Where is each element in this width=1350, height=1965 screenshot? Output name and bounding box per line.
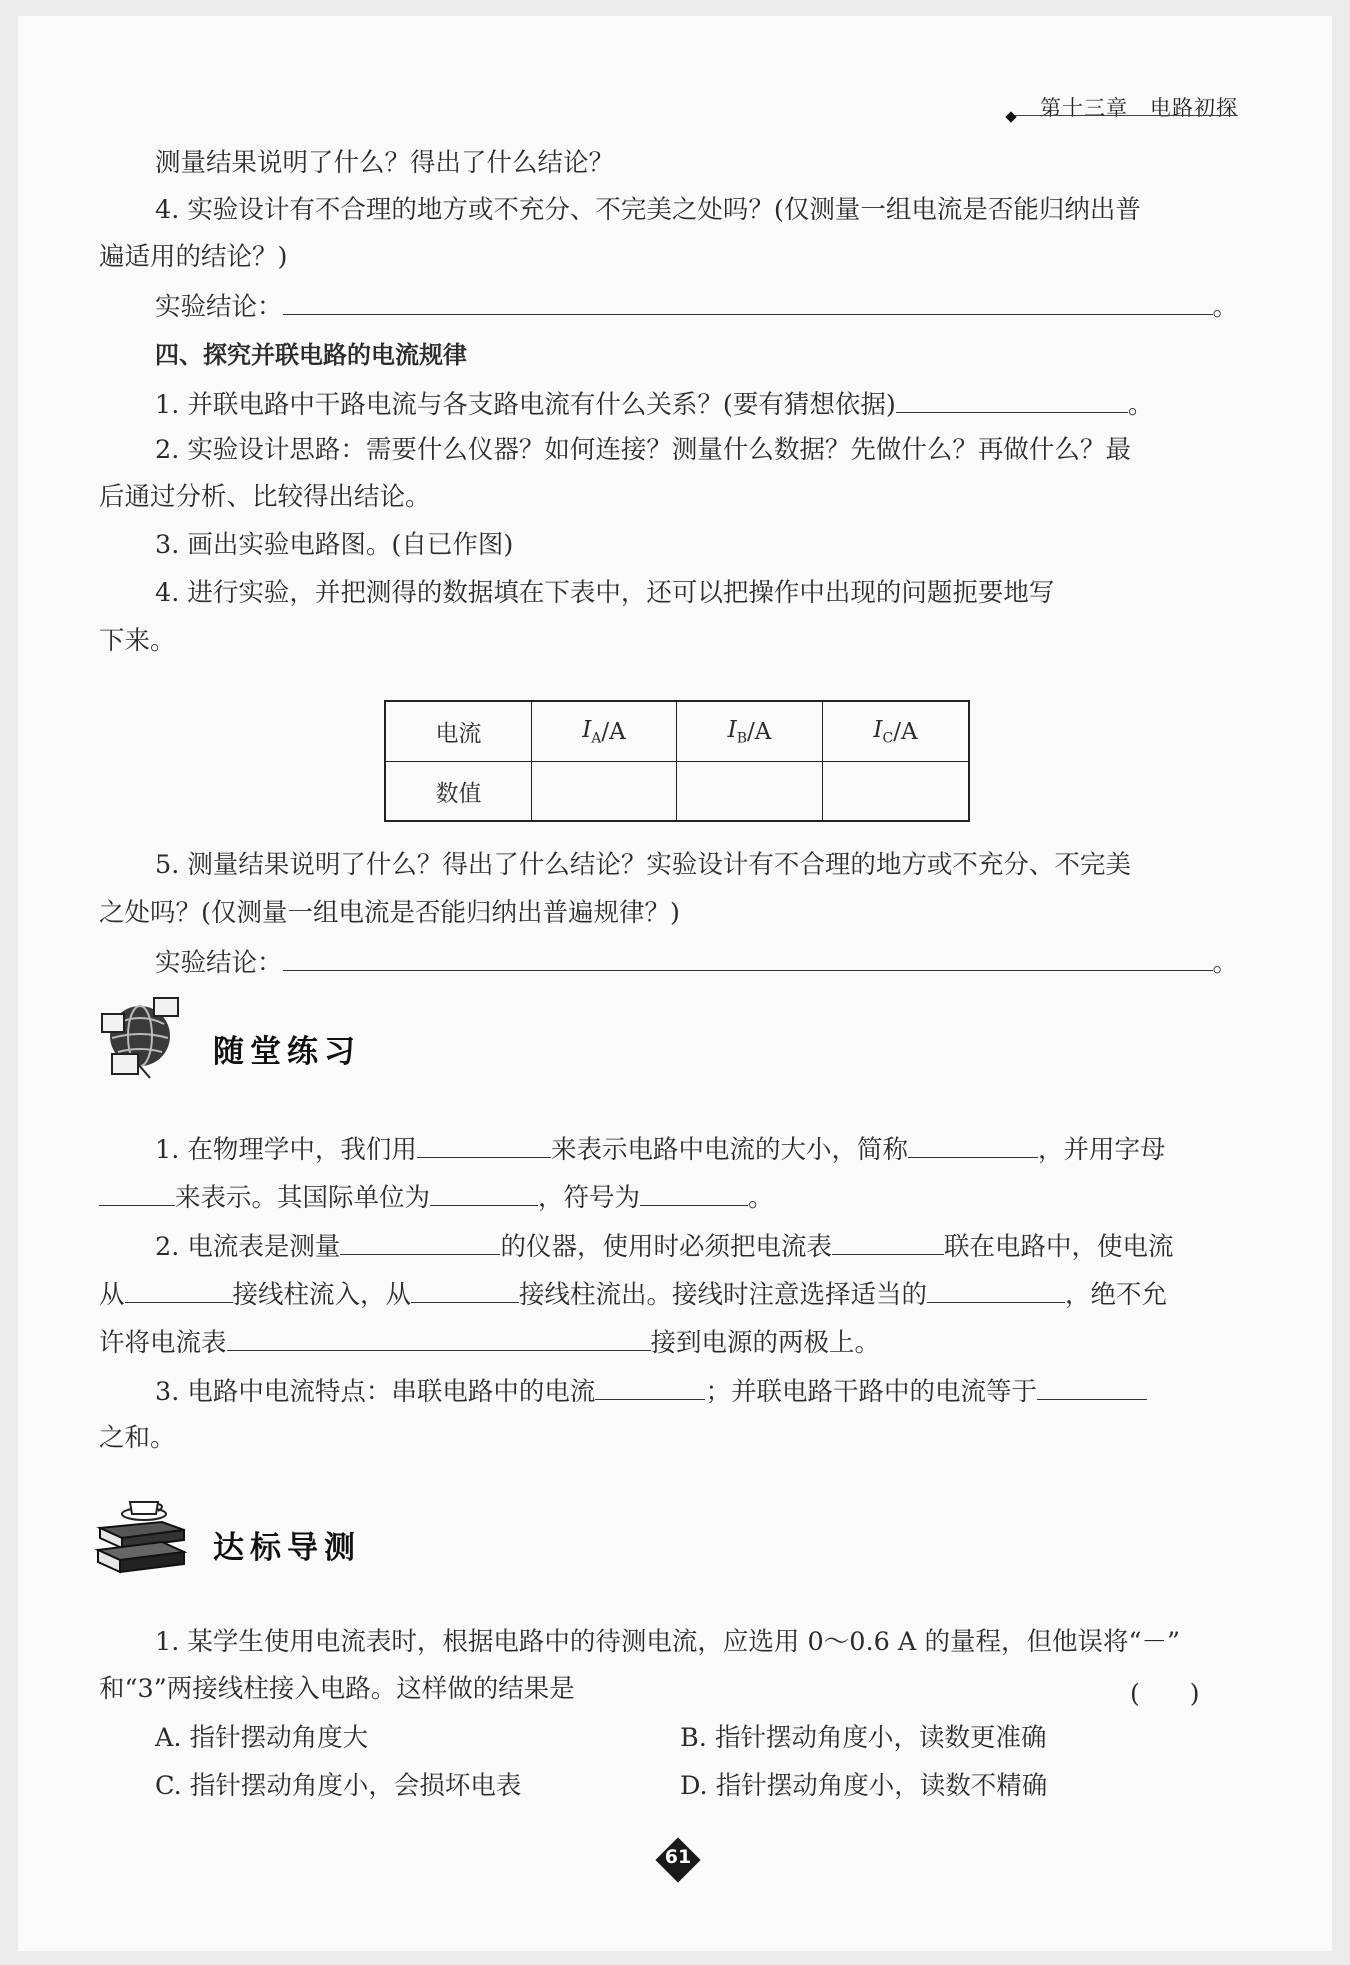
test-question-line: 1. 某学生使用电流表时，根据电路中的待测电流，应选用 0～0.6 A 的量程，但他误将“－” bbox=[155, 1627, 1181, 1657]
period: 。 bbox=[1212, 292, 1239, 322]
answer-blank[interactable] bbox=[430, 1179, 538, 1206]
page-number: 61 bbox=[664, 1846, 692, 1868]
table-input-cell[interactable] bbox=[532, 762, 677, 821]
answer-parentheses[interactable]: ( ) bbox=[1130, 1679, 1200, 1708]
table-header-cell: 电流 bbox=[386, 702, 532, 761]
exercise-line: 来表示。其国际单位为 ，符号为 。 bbox=[99, 1179, 774, 1215]
answer-blank[interactable] bbox=[595, 1373, 705, 1400]
answer-blank[interactable] bbox=[927, 1276, 1065, 1303]
option-c[interactable]: C. 指针摆动角度小，会损坏电表 bbox=[155, 1771, 522, 1801]
answer-blank[interactable] bbox=[99, 1179, 175, 1206]
option-b[interactable]: B. 指针摆动角度小，读数更准确 bbox=[680, 1723, 1047, 1753]
table-header-cell: $I_B$ /A bbox=[677, 702, 823, 761]
workbook-page bbox=[18, 16, 1332, 1951]
answer-blank[interactable] bbox=[640, 1179, 748, 1206]
answer-blank[interactable] bbox=[340, 1228, 500, 1255]
table-header-cell: $I_A$ /A bbox=[532, 702, 677, 761]
answer-blank[interactable] bbox=[832, 1228, 944, 1255]
text-line: 下来。 bbox=[99, 626, 176, 656]
chapter-header bbox=[993, 78, 1238, 120]
table-header-cell: $I_C$ /A bbox=[873, 716, 918, 747]
conclusion-label: 实验结论： bbox=[155, 292, 283, 322]
text-line: 之和。 bbox=[99, 1423, 176, 1453]
conclusion-line bbox=[155, 944, 1238, 980]
exercise-line: 从 接线柱流入，从 接线柱流出。接线时注意选择适当的 ，绝不允 bbox=[99, 1276, 1167, 1312]
period: 。 bbox=[1212, 948, 1239, 978]
conclusion-line bbox=[155, 288, 1238, 324]
conclusion-blank[interactable] bbox=[283, 944, 1213, 971]
question-line bbox=[155, 386, 1153, 422]
answer-blank[interactable] bbox=[417, 1131, 551, 1158]
exercise-line: 许将电流表 接到电源的两极上。 bbox=[99, 1324, 880, 1360]
answer-blank[interactable] bbox=[411, 1276, 519, 1303]
text-line: 2. 实验设计思路：需要什么仪器？如何连接？测量什么数据？先做什么？再做什么？最 bbox=[155, 435, 1131, 465]
exercise-line: 2. 电流表是测量 的仪器，使用时必须把电流表 联在电路中，使电流 bbox=[155, 1228, 1173, 1264]
option-a[interactable]: A. 指针摆动角度大 bbox=[155, 1723, 369, 1753]
answer-blank[interactable] bbox=[125, 1276, 233, 1303]
option-d[interactable]: D. 指针摆动角度小，读数不精确 bbox=[680, 1771, 1048, 1801]
question-text: 1. 并联电路中干路电流与各支路电流有什么关系？(要有猜想依据) bbox=[155, 390, 896, 420]
header-rule bbox=[1013, 115, 1238, 116]
table-row bbox=[386, 762, 968, 821]
exercise-line: 1. 在物理学中，我们用 来表示电路中电流的大小，简称 ，并用字母 bbox=[155, 1131, 1165, 1167]
text-line: 4. 实验设计有不合理的地方或不充分、不完美之处吗？(仅测量一组电流是否能归纳出普 bbox=[155, 195, 1141, 225]
conclusion-blank[interactable] bbox=[283, 288, 1213, 315]
diamond-bullet-icon bbox=[1005, 111, 1016, 122]
period: 。 bbox=[1127, 390, 1154, 420]
text-line: 测量结果说明了什么？得出了什么结论？ bbox=[155, 148, 615, 178]
answer-blank[interactable] bbox=[1037, 1373, 1147, 1400]
text-line: 4. 进行实验，并把测得的数据填在下表中，还可以把操作中出现的问题扼要地写 bbox=[155, 578, 1055, 608]
page-number-badge bbox=[656, 1838, 700, 1882]
test-question-line: 和“3”两接线柱接入电路。这样做的结果是 bbox=[99, 1674, 575, 1704]
data-table bbox=[384, 700, 970, 822]
globe-screen-icon bbox=[92, 994, 192, 1088]
answer-blank[interactable] bbox=[227, 1324, 651, 1351]
text-line: 后通过分析、比较得出结论。 bbox=[99, 482, 431, 512]
table-input-cell[interactable] bbox=[823, 762, 968, 821]
text-line: 5. 测量结果说明了什么？得出了什么结论？实验设计有不合理的地方或不充分、不完美 bbox=[155, 850, 1131, 880]
section-title-practice: 随堂练习 bbox=[213, 1034, 361, 1070]
exercise-line: 3. 电路中电流特点：串联电路中的电流 ；并联电路干路中的电流等于 bbox=[155, 1373, 1147, 1409]
text-line: 之处吗？(仅测量一组电流是否能归纳出普遍规律？) bbox=[99, 898, 680, 928]
conclusion-label: 实验结论： bbox=[155, 948, 283, 978]
table-input-cell[interactable] bbox=[677, 762, 823, 821]
answer-blank[interactable] bbox=[908, 1131, 1038, 1158]
chapter-title: 第十三章 电路初探 bbox=[1040, 96, 1238, 120]
text-line: 3. 画出实验电路图。(自已作图) bbox=[155, 530, 514, 560]
books-coffee-icon bbox=[92, 1484, 192, 1588]
table-row-label: 数值 bbox=[386, 762, 532, 821]
section-heading: 四、探究并联电路的电流规律 bbox=[155, 341, 467, 369]
text-line: 遍适用的结论？) bbox=[99, 242, 288, 272]
answer-blank[interactable] bbox=[896, 386, 1128, 413]
table-row bbox=[386, 702, 968, 762]
section-title-test: 达标导测 bbox=[213, 1530, 361, 1566]
